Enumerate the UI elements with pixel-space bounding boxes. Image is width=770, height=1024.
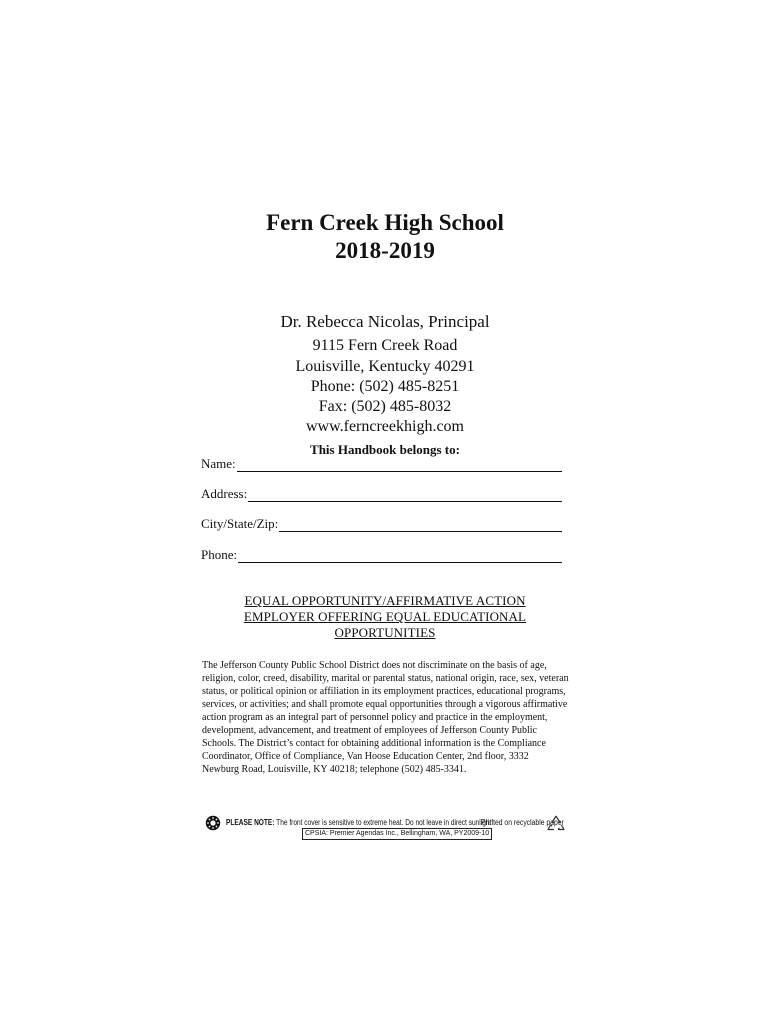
owner-address-label: Address:: [201, 486, 248, 501]
owner-name-field[interactable]: [201, 456, 562, 472]
school-phone: Phone: (502) 485-8251: [310, 378, 460, 395]
policy-line: development, advancement, and treatment of employees of Jefferson County Public: [202, 725, 537, 736]
owner-address-field[interactable]: [201, 486, 562, 502]
policy-line: The Jefferson County Public School District does not discriminate on the basis of age,: [202, 660, 547, 671]
policy-line: Newburg Road, Louisville, KY 40218; telephone (502) 485-3341.: [202, 764, 467, 775]
owner-name-line[interactable]: [237, 459, 562, 472]
policy-line: services, or activities; and shall promote equal opportunities through a vigorous affirmative: [202, 699, 568, 710]
address-line-1: 9115 Fern Creek Road: [312, 337, 458, 354]
school-name: Fern Creek High School: [266, 210, 504, 235]
equal-opportunity-heading-line-3: OPPORTUNITIES: [334, 625, 436, 640]
recycle-icon: [545, 813, 567, 835]
recyclable-paper-text: Printed on recyclable paper: [481, 818, 564, 827]
school-website: www.ferncreekhigh.com: [305, 418, 464, 435]
owner-city-state-zip-field[interactable]: [201, 516, 562, 532]
policy-line: Schools. The District’s contact for obtaining additional information is the Compliance: [202, 738, 546, 749]
owner-name-label: Name:: [201, 456, 236, 471]
owner-address-line[interactable]: [248, 489, 562, 502]
owner-form-heading: This Handbook belongs to:: [310, 442, 460, 457]
owner-phone-label: Phone:: [201, 547, 238, 562]
policy-line: status, or political opinion or affiliation in its employment practices, educational programs,: [202, 686, 566, 697]
owner-city-state-zip-line[interactable]: [279, 519, 562, 532]
owner-phone-line[interactable]: [238, 550, 562, 563]
note-body: The front cover is sensitive to extreme heat. Do not leave in direct sunlight!: [276, 818, 494, 827]
owner-city-state-zip-label: City/State/Zip:: [201, 516, 279, 531]
school-year: 2018-2019: [335, 238, 435, 263]
note-label: PLEASE NOTE:: [226, 818, 275, 827]
equal-opportunity-heading-line-1: EQUAL OPPORTUNITY/AFFIRMATIVE ACTION: [244, 593, 526, 608]
principal-name: Dr. Rebecca Nicolas, Principal: [280, 312, 490, 331]
policy-line: religion, color, creed, disability, marital or parental status, national origin, race, sex, veteran: [202, 673, 569, 684]
equal-opportunity-heading-line-2: EMPLOYER OFFERING EQUAL EDUCATIONAL: [243, 609, 527, 624]
cpsia-label: CPSIA: Premier Agendas Inc., Bellingham, WA, PY2009-10: [302, 828, 492, 840]
school-fax: Fax: (502) 485-8032: [318, 398, 452, 415]
sun-icon: [205, 815, 221, 831]
policy-line: action program as an integral part of personnel policy and practice in the employment,: [202, 712, 548, 723]
address-line-2: Louisville, Kentucky 40291: [295, 358, 475, 375]
non-discrimination-policy: [202, 659, 582, 776]
policy-line: Coordinator, Office of Compliance, Van Hoose Education Center, 2nd floor, 3332: [202, 751, 529, 762]
owner-phone-field[interactable]: [201, 547, 562, 563]
heat-warning-text: [226, 818, 493, 828]
